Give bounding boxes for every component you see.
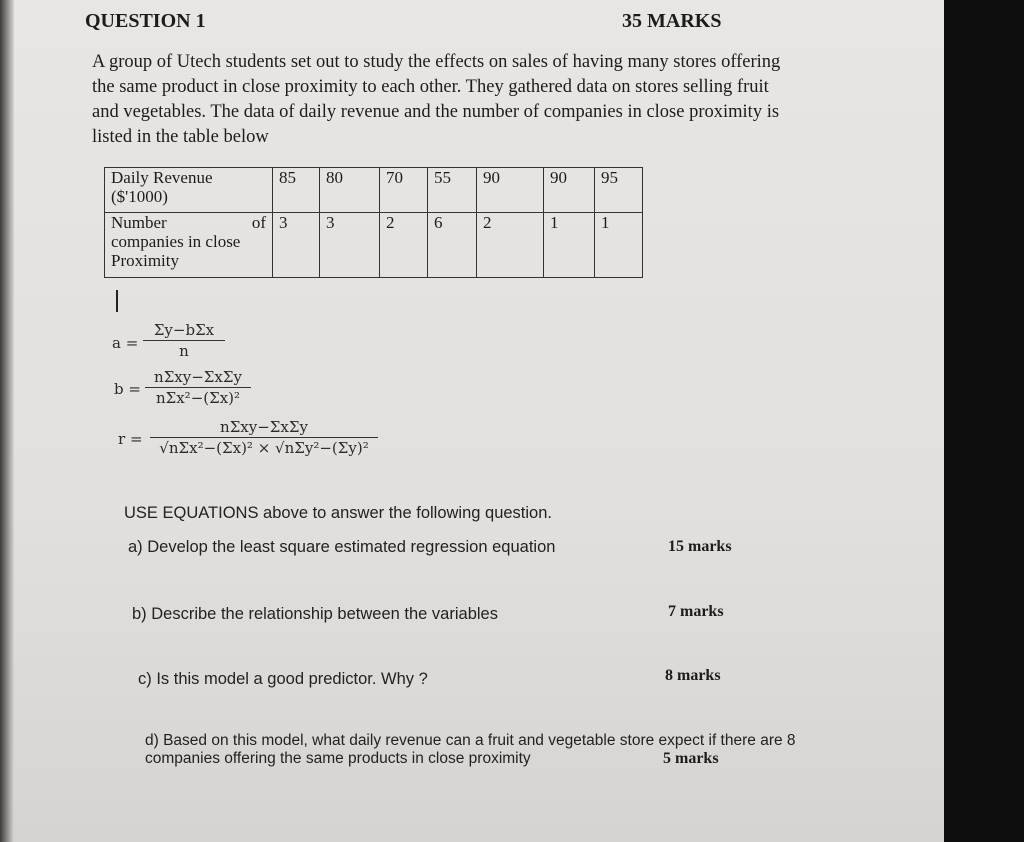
question-title: QUESTION 1 [85, 10, 206, 32]
table-cell: 95 [595, 168, 643, 213]
data-table [104, 167, 643, 278]
revenue-label-cell [105, 168, 273, 213]
question-d-marks: 5 marks [663, 750, 719, 767]
question-d-text-line2: companies offering the same products in close proximity [145, 750, 531, 767]
formula-a-numerator: Σy−bΣx [143, 321, 225, 341]
question-c-marks: 8 marks [665, 667, 721, 684]
question-a-marks: 15 marks [668, 538, 732, 555]
table-cell: 1 [595, 213, 643, 278]
companies-label-d: Proximity [111, 251, 180, 270]
table-row-revenue [105, 168, 643, 213]
table-cell: 85 [273, 168, 320, 213]
question-d-text-line1: d) Based on this model, what daily revenue can a fruit and vegetable store expect if there are 8 [145, 732, 796, 749]
instruction-text: USE EQUATIONS above to answer the following question. [124, 504, 552, 522]
formula-b-lhs: b = [114, 380, 141, 398]
table-cell: 55 [428, 168, 477, 213]
total-marks: 35 MARKS [622, 10, 722, 32]
text-cursor [116, 290, 118, 312]
formula-b [145, 368, 251, 407]
intro-line: listed in the table below [92, 127, 269, 147]
revenue-label: Daily Revenue [111, 168, 213, 187]
companies-label-c: companies in close [111, 232, 241, 251]
table-row-companies [105, 213, 643, 278]
table-cell: 90 [544, 168, 595, 213]
table-cell: 2 [477, 213, 544, 278]
intro-line: the same product in close proximity to each other. They gathered data on stores selling fruit [92, 77, 769, 97]
companies-label-cell [105, 213, 273, 278]
monitor-bezel [944, 0, 1024, 842]
table-cell: 80 [320, 168, 380, 213]
formula-b-numerator: nΣxy−ΣxΣy [145, 368, 251, 388]
question-c-text: c) Is this model a good predictor. Why ? [138, 670, 428, 688]
question-b-marks: 7 marks [668, 603, 724, 620]
table-cell: 3 [273, 213, 320, 278]
question-a-text: a) Develop the least square estimated regression equation [128, 538, 556, 556]
intro-line: A group of Utech students set out to study the effects on sales of having many stores offering [92, 52, 781, 72]
table-cell: 70 [380, 168, 428, 213]
formula-a [143, 321, 225, 360]
table-cell: 90 [477, 168, 544, 213]
formula-r-denominator: √nΣx²−(Σx)² × √nΣy²−(Σy)² [159, 439, 369, 457]
formula-r-lhs: r = [118, 430, 143, 448]
intro-paragraph [92, 50, 837, 150]
formula-r [150, 418, 378, 457]
intro-line: and vegetables. The data of daily revenue and the number of companies in close proximity is [92, 102, 780, 122]
table-cell: 3 [320, 213, 380, 278]
table-cell: 6 [428, 213, 477, 278]
formula-a-lhs: a = [112, 334, 139, 352]
formula-a-denominator: n [179, 342, 189, 360]
formula-r-numerator: nΣxy−ΣxΣy [150, 418, 378, 438]
question-b-text: b) Describe the relationship between the variables [132, 605, 498, 623]
formula-b-denominator: nΣx²−(Σx)² [155, 389, 241, 407]
revenue-unit: ($'1000) [111, 187, 168, 206]
table-cell: 1 [544, 213, 595, 278]
companies-label-b: of [251, 213, 266, 232]
companies-label-a: Number [111, 213, 167, 232]
table-cell: 2 [380, 213, 428, 278]
